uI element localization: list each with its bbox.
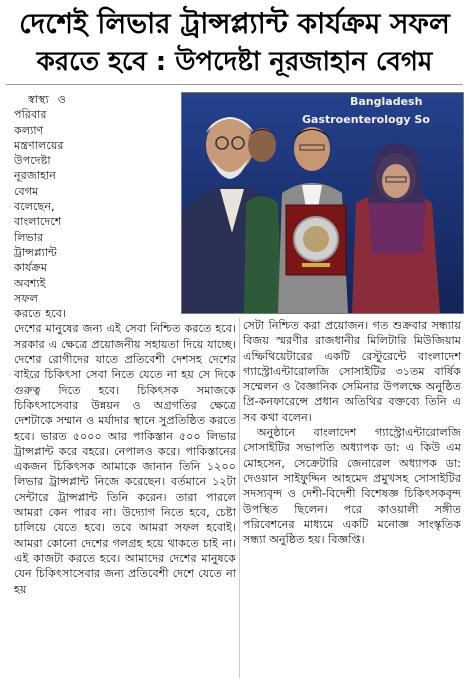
- headline-line-1: দেশেই লিভার ট্রান্সপ্ল্যান্ট কার্যক্রম সফল: [19, 7, 450, 40]
- article-text-left: স্বাস্থ্য ও পরিবার কল্যাণ মন্ত্রণালয়ের উপদেষ্টা নূরজাহান বেগম বলেছেন, বাংলাদেশে লিভার ট্রান্সপ্ল্যান্ট কার্যক্রম অবশ্যই সফল করতে হবে। দেশের মানুষের জন্য এই সেবা নিশ্চিত করতে হবে। সরকার এ ক্ষেত্রে প্রয়োজনীয় সহায়তা দিয়ে যাচ্ছে। দেশের রোগীদের যাতে প্রতিবেশী দেশসহ দেশের বাইরে চিকিৎসা সেবা নিতে যেতে না হয় সে দিকে গুরুত্ব দিতে হবে। চিকিৎসক সমাজকে চিকিৎসাসেবার উন্নয়ন ও অগ্রগতির ক্ষেত্রে দেশটাকে সম্মান ও মর্যাদার স্থানে সুপ্রতিষ্ঠিত করতে হবে। ভারত ৫০০০ আর পাকিস্তান ৫০০ লিভার ট্রান্সপ্লান্ট করে বহরে। নেপালও করে। পাকিস্তানের একজন চিকিৎসক আমাকে জানান তিনি ১২০০ লিভার ট্রান্সপ্লান্ট নিজে করেছেন। বর্তমানে ১২টা সেন্টারে ট্রান্সপ্লান্ট তিনি করেন। তারা পারলে আমরা কেন পারব না। উদ্যোগ নিতে হবে, চেষ্টা চালিয়ে যেতে হবে। তবে আমরা সফল হবোই। আমরা কোনো দেশের গলগ্রহ হয়ে থাকতে চাই না। এই কাজটা করতে হবে। আমাদের দেশের মানুষকে যেন চিকিৎসাসেবার জন্য প্রতিবেশী দেশে যেতে না হয়: [14, 93, 236, 596]
- article-paragraph-2: সেটা নিশ্চিত করা প্রয়োজন। গত শুক্রবার সন্ধ্যায় বিজয় স্মরণীর রাজধানীর মিলিটারি মিউজিয়াম এম্ফিথিয়েটারের একটি রেস্টুরেন্টে বাংলাদেশ গ্যাস্ট্রোএন্টারোলজি সোসাইটির ৩১তম বার্ষিক সম্মেলন ও বৈজ্ঞানিক সেমিনার উপলক্ষে অনুষ্ঠিত প্রি-কনফারেন্সে প্রধান অতিথির বক্তব্যে তিনি এ সব কথা বলেন।: [243, 319, 461, 424]
- column-divider: [239, 318, 240, 678]
- headline: [4, 4, 465, 80]
- article-body-right: [243, 318, 461, 683]
- banner-text-line-2: Gastroenterology So: [302, 113, 430, 126]
- photo-wrap-space: [70, 92, 236, 318]
- award-plaque: [286, 205, 346, 275]
- article-text-right: অনুষ্ঠানে বাংলাদেশ গ্যাস্ট্রোএন্টারোলজি সোসাইটির সভাপতি অধ্যাপক ডা: এ কিউ এম মোহসেন, সেক্রেটারি জেনারেল অধ্যাপক ডা: দেওয়ান সাইফুদ্দিন আহমেদ প্রমুখসহ সোসাইটির সদস্যবৃন্দ ও দেশী-বিদেশী বিশেষজ্ঞ চিকিৎসকবৃন্দ উপস্থিত ছিলেন। পরে কাওয়ালী সঙ্গীত পরিবেশনের মাধ্যমে একটি মনোজ্ঞ সাংস্কৃতিক সন্ধ্যা অনুষ্ঠিত হয়। বিজ্ঞপ্তি।: [243, 426, 461, 547]
- article-body-left: [14, 92, 236, 682]
- banner-text-line-1: Bangladesh: [350, 95, 423, 108]
- article-paragraph-3: [243, 425, 461, 547]
- headline-divider: [6, 84, 463, 85]
- headline-line-2: করতে হবে : উপদেষ্টা নূরজাহান বেগম: [36, 47, 433, 77]
